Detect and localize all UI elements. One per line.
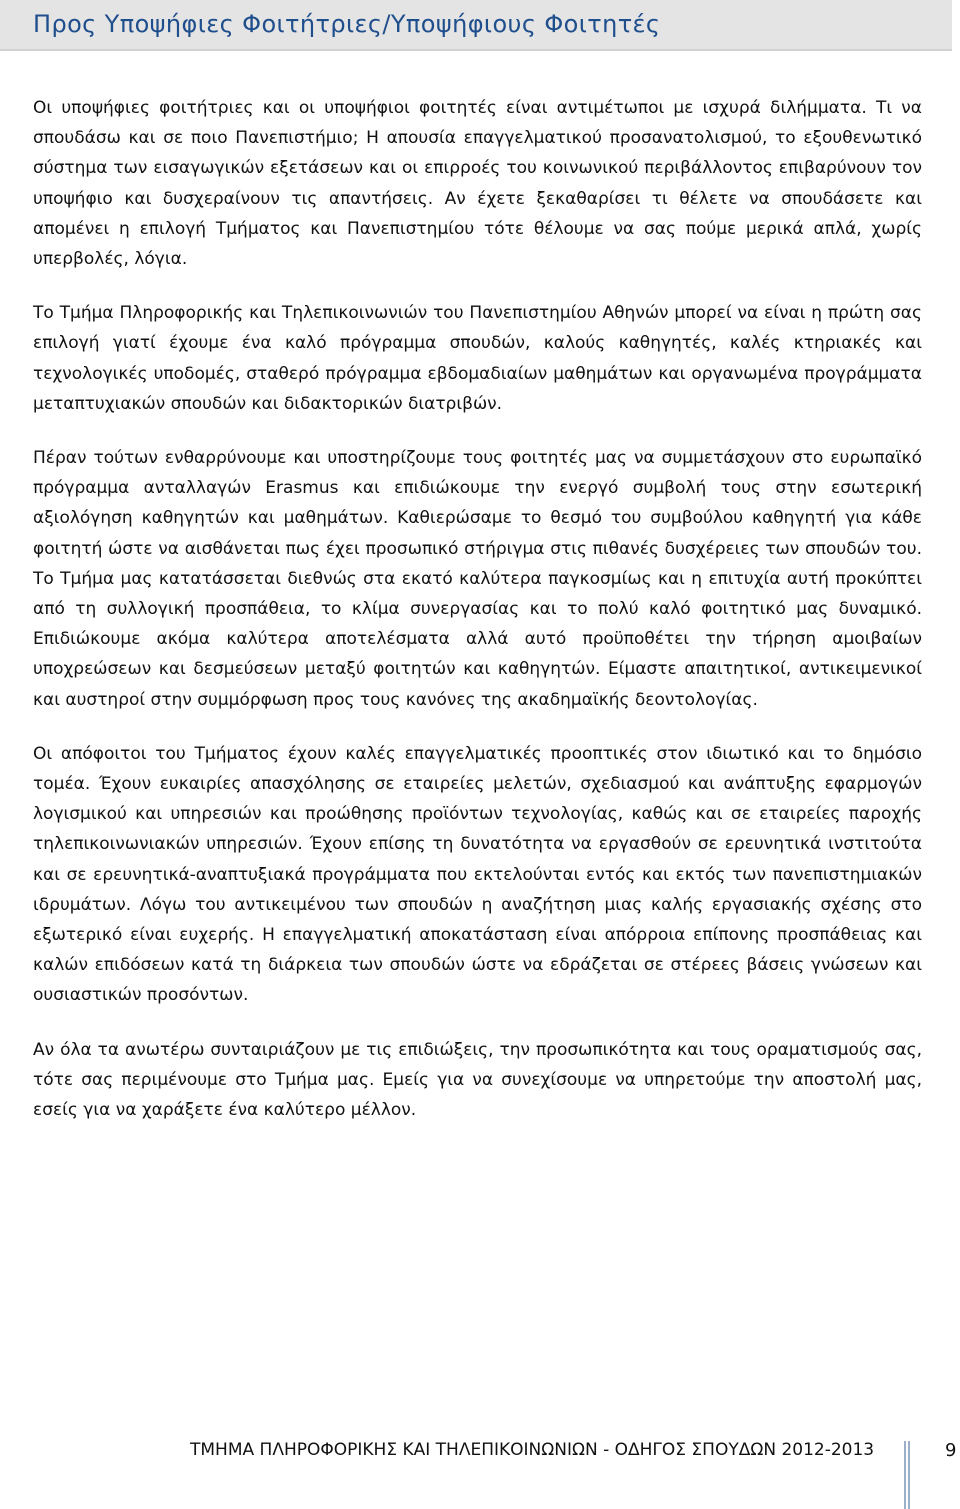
paragraph-department: Το Τμήμα Πληροφορικής και Τηλεπικοινωνιών του Πανεπιστημίου Αθηνών μπορεί να είναι η πρώτη σας επιλογή γιατί έχουμε ένα καλό πρόγραμμα σπουδών, καλούς καθηγητές, καλές κτηριακές και τεχνολογικές υποδομές, σταθερό πρόγραμμα εβδομαδιαίων μαθημάτων και οργανωμένα προγράμματα μεταπτυχιακών σπουδών και διδακτορικών διατριβών.: [33, 303, 922, 414]
section-heading: Προς Υποψήφιες Φοιτήτριες/Υποψήφιους Φοιτητές: [33, 10, 661, 38]
footer-title: ΤΜΗΜΑ ΠΛΗΡΟΦΟΡΙΚΗΣ ΚΑΙ ΤΗΛΕΠΙΚΟΙΝΩΝΙΩΝ - ΟΔΗΓΟΣ ΣΠΟΥΔΩΝ 2012-2013: [190, 1440, 875, 1460]
footer-divider: [904, 1441, 912, 1509]
paragraph-dilemmas: Οι υποψήφιες φοιτήτριες και οι υποψήφιοι φοιτητές είναι αντιμέτωποι με ισχυρά διλήμματα. Τι να σπουδάσω και σε ποιο Πανεπιστήμιο; Η απουσία επαγγελματικού προσανατολισμού, το εξουθενωτικό σύστημα των εισαγωγικών εξετάσεων και οι επιρροές του κοινωνικού περιβάλλοντος επιβαρύνουν τον υποψήφιο και δυσχεραίνουν τις απαντήσεις. Αν έχετε ξεκαθαρίσει τι θέλετε να σπουδάσετε και απομένει η επιλογή Τμήματος και Πανεπιστημίου τότε θέλουμε να σας πούμε μερικά απλά, χωρίς υπερβολές, λόγια.: [33, 98, 922, 270]
section-heading-band: [0, 0, 952, 51]
page-number: 9: [945, 1440, 957, 1461]
paragraph-closing: Αν όλα τα ανωτέρω συνταιριάζουν με τις επιδιώξεις, την προσωπικότητα και τους οραματισμούς σας, τότε σας περιμένουμε στο Τμήμα μας. Εμείς για να συνεχίσουμε να υπηρετούμε την αποστολή μας, εσείς για να χαράξετε ένα καλύτερο μέλλον.: [33, 1039, 922, 1121]
paragraph-graduates: Οι απόφοιτοι του Τμήματος έχουν καλές επαγγελματικές προοπτικές στον ιδιωτικό και το δημόσιο τομέα. Έχουν ευκαιρίες απασχόλησης σε εταιρείες μελετών, σχεδιασμού και ανάπτυξης εφαρμογών λογισμικού και υπηρεσιών και προώθησης προϊόντων τεχνολογίας, καθώς και σε εταιρείες παροχής τηλεπικοινωνιακών υπηρεσιών. Έχουν επίσης τη δυνατότητα να εργασθούν σε ερευνητικά ινστιτούτα και σε ερευνητικά-αναπτυξιακά προγράμματα που εκτελούνται εντός και εκτός των πανεπιστημιακών ιδρυμάτων. Λόγω του αντικειμένου των σπουδών η αναζήτηση μιας καλής εργασιακής σχέσης στο εξωτερικό είναι ευχερής. Η επαγγελματική αποκατάσταση είναι απόρροια επίπονης προσπάθειας και καλών επιδόσεων κατά τη διάρκεια των σπουδών ώστε να εδράζεται σε στέρεες βάσεις γνώσεων και ουσιαστικών προσόντων.: [33, 743, 922, 1006]
body-text: [33, 93, 922, 1149]
paragraph-support: Πέραν τούτων ενθαρρύνουμε και υποστηρίζουμε τους φοιτητές μας να συμμετάσχουν στο ευρωπαϊκό πρόγραμμα ανταλλαγών Erasmus και επιδιώκουμε την ενεργό συμβολή τους στην εσωτερική αξιολόγηση καθηγητών και μαθημάτων. Καθιερώσαμε το θεσμό του συμβούλου καθηγητή για κάθε φοιτητή ώστε να αισθάνεται πως έχει προσωπικό στήριγμα στις πιθανές δυσχέρειες των σπουδών του. Το Τμήμα μας κατατάσσεται διεθνώς στα εκατό καλύτερα παγκοσμίως και η επιτυχία αυτή προκύπτει από τη συλλογική προσπάθεια, το κλίμα συνεργασίας και το πολύ καλό φοιτητικό μας δυναμικό. Επιδιώκουμε ακόμα καλύτερα αποτελέσματα αλλά αυτό προϋποθέτει την τήρηση αμοιβαίων υποχρεώσεων και δεσμεύσεων μεταξύ φοιτητών και καθηγητών. Είμαστε απαιτητικοί, αντικειμενικοί και αυστηροί στην συμμόρφωση προς τους κανόνες της ακαδημαϊκής δεοντολογίας.: [33, 448, 922, 710]
